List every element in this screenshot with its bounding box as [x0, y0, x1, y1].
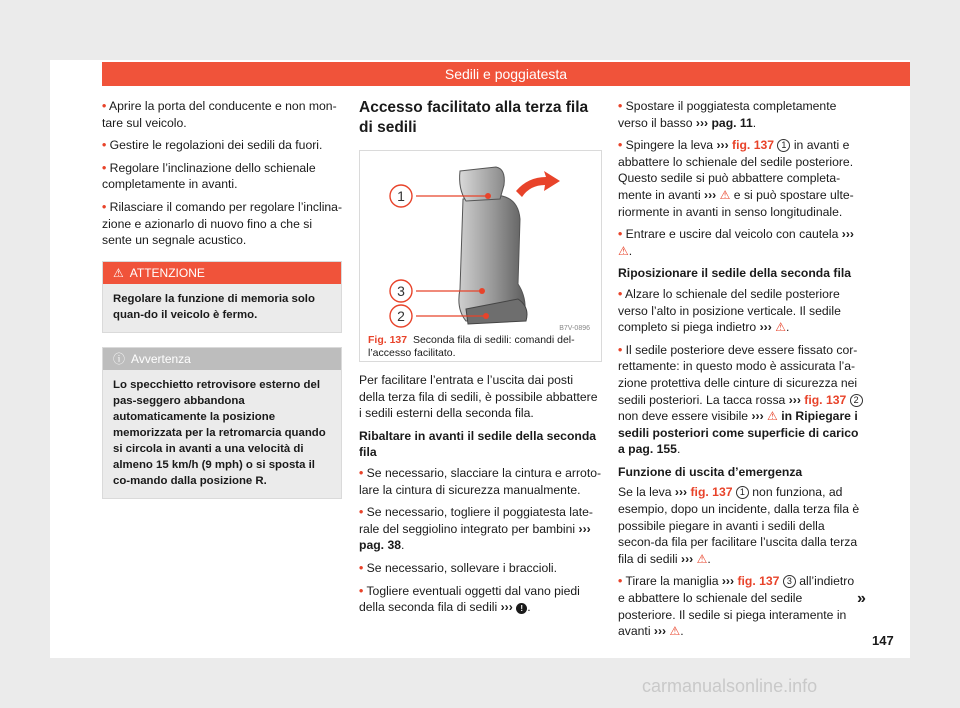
list-item: • Regolare l’inclinazione dello schienale completamente in avanti. [102, 160, 316, 192]
list-item: • Spingere la leva ››› fig. 137 1 in avanti e abbattere lo schienale del sedile posteriore. Questo sedile si può abbattere completa-mente in avanti ››› ⚠ e si può spostare ulte-riormente in avanti in senso longitudinale. [618, 138, 854, 219]
column-1 [102, 98, 342, 499]
warning-triangle-icon[interactable]: ⚠ [696, 551, 708, 566]
seat-illustration [368, 159, 593, 333]
attention-box [102, 261, 342, 333]
subheading: Ribaltare in avanti il sedile della seconda fila [359, 428, 597, 460]
section-link[interactable]: in Ripiegare i sedili posteriori come superficie di carico a pag. 155 [618, 409, 859, 457]
note-body: Lo specchietto retrovisore esterno del pas-seggero abbandona automaticamente la posizione memorizzata per la retromarcia quando si circola in avanti a una velocità di almeno 15 km/h (9 mph) o si sposta il co-mando dalla posizione R. [103, 370, 341, 498]
callout-number: 1 [777, 139, 790, 152]
bullet-icon: • [102, 138, 107, 153]
figure-link[interactable]: fig. 137 [690, 485, 733, 500]
figure-137 [359, 150, 602, 362]
note-box [102, 347, 342, 499]
list-item: • Aprire la porta del conducente e non mon-tare sul veicolo. [102, 99, 337, 130]
watermark: carmanualsonline.info [642, 676, 818, 696]
callout-label: 2 [397, 308, 405, 324]
callout-number: 2 [850, 394, 863, 407]
continued-marker: » [857, 590, 866, 607]
list-item: • Tirare la maniglia ››› fig. 137 3 all’indietro e abbattere lo schienale del sedile posteriore. Il sedile si piega interamente in avanti ››› ⚠. [618, 574, 855, 639]
fold-arrow [516, 171, 560, 197]
list-item: • Se necessario, slacciare la cintura e arroto-lare la cintura di sicurezza manualmente. [359, 465, 602, 497]
figure-link[interactable]: fig. 137 [732, 138, 775, 153]
list-item: • Il sedile posteriore deve essere fissato cor-rettamente: in questo modo è assicurata l’a-zione protettiva delle cinture di sicurezza nei sedili posteriori. La tacca rossa ››› fig. 137 2 non deve essere visibile ››› ⚠ in Ripiegare i sedili posteriori come superficie di carico a pag. 155. [618, 342, 863, 458]
list-item: • Rilasciare il comando per regolare l’inclina-zione e azionarlo di nuovo fino a che si sente un segnale acustico. [102, 199, 343, 248]
bullet-icon: • [102, 99, 107, 113]
paragraph: Per facilitare l’entrata e l’uscita dai posti della terza fila di sedili, è possibile abbattere i sedili esterni della seconda fila. [359, 373, 598, 421]
list-item: • Alzare lo schienale del sedile posteriore verso l’alto in posizione verticale. Il sedile completo si piega indietro ››› ⚠. [618, 286, 841, 335]
list-item: • Se necessario, togliere il poggiatesta late-rale del seggiolino integrato per bambini ››› pag. 38. [359, 505, 593, 553]
paragraph: Se la leva ››› fig. 137 1 non funziona, ad esempio, dopo un incidente, dalla terza fila è possibile piegare in avanti i sedili della secon-da fila per facilitare l’uscita dalla terza fila di sedili ››› ⚠. [618, 485, 860, 566]
attention-header: ⚠ ATTENZIONE [103, 262, 341, 284]
list-item: • Gestire le regolazioni dei sedili da fuori. [102, 138, 323, 153]
bullet-icon: • [102, 160, 107, 175]
list-item: • Spostare il poggiatesta completamente verso il basso ››› pag. 11. [618, 99, 837, 130]
callout-label: 1 [397, 188, 405, 204]
figure-caption: Fig. 137 Seconda fila di sedili: comandi del-l’accesso facilitato. [368, 334, 575, 359]
column-2 [359, 98, 602, 622]
warning-triangle-icon: ⚠ [113, 265, 124, 280]
list-item: • Entrare e uscire dal veicolo con cautela ››› ⚠. [618, 227, 854, 258]
warning-triangle-icon[interactable]: ⚠ [767, 409, 778, 424]
notice-icon[interactable]: ! [516, 603, 527, 614]
callout-number: 1 [736, 486, 749, 499]
section-title: Accesso facilitato alla terza fila di sedili [359, 99, 589, 136]
warning-triangle-icon[interactable]: ⚠ [618, 243, 629, 258]
warning-triangle-icon[interactable]: ⚠ [719, 187, 731, 202]
list-item: • Se necessario, sollevare i braccioli. [359, 560, 558, 575]
subheading: Funzione di uscita d’emergenza [618, 464, 803, 479]
subheading: Riposizionare il sedile della seconda fila [618, 266, 851, 281]
note-header: ⓘ Avvertenza [103, 348, 341, 370]
column-3 [618, 98, 863, 646]
page-link[interactable]: ››› pag. 11 [695, 115, 753, 130]
figure-code: B7V-0896 [559, 325, 590, 332]
page-link[interactable]: ››› pag. 38 [359, 521, 591, 553]
page-number: 147 [872, 633, 894, 648]
figure-link[interactable]: fig. 137 [804, 392, 847, 407]
callout-label: 3 [397, 283, 405, 299]
info-icon: ⓘ [113, 351, 126, 366]
bullet-icon: • [102, 199, 107, 214]
warning-triangle-icon[interactable]: ⚠ [775, 320, 786, 335]
section-header: Sedili e poggiatesta [102, 62, 910, 86]
figure-link[interactable]: fig. 137 [737, 574, 780, 589]
callout-number: 3 [783, 575, 796, 588]
seat-drawing [368, 159, 593, 333]
list-item: • Togliere eventuali oggetti dal vano piedi della seconda fila di sedili ››› ! . [359, 583, 580, 615]
warning-triangle-icon[interactable]: ⚠ [669, 624, 681, 639]
attention-body: Regolare la funzione di memoria solo quan-do il veicolo è fermo. [103, 284, 341, 332]
